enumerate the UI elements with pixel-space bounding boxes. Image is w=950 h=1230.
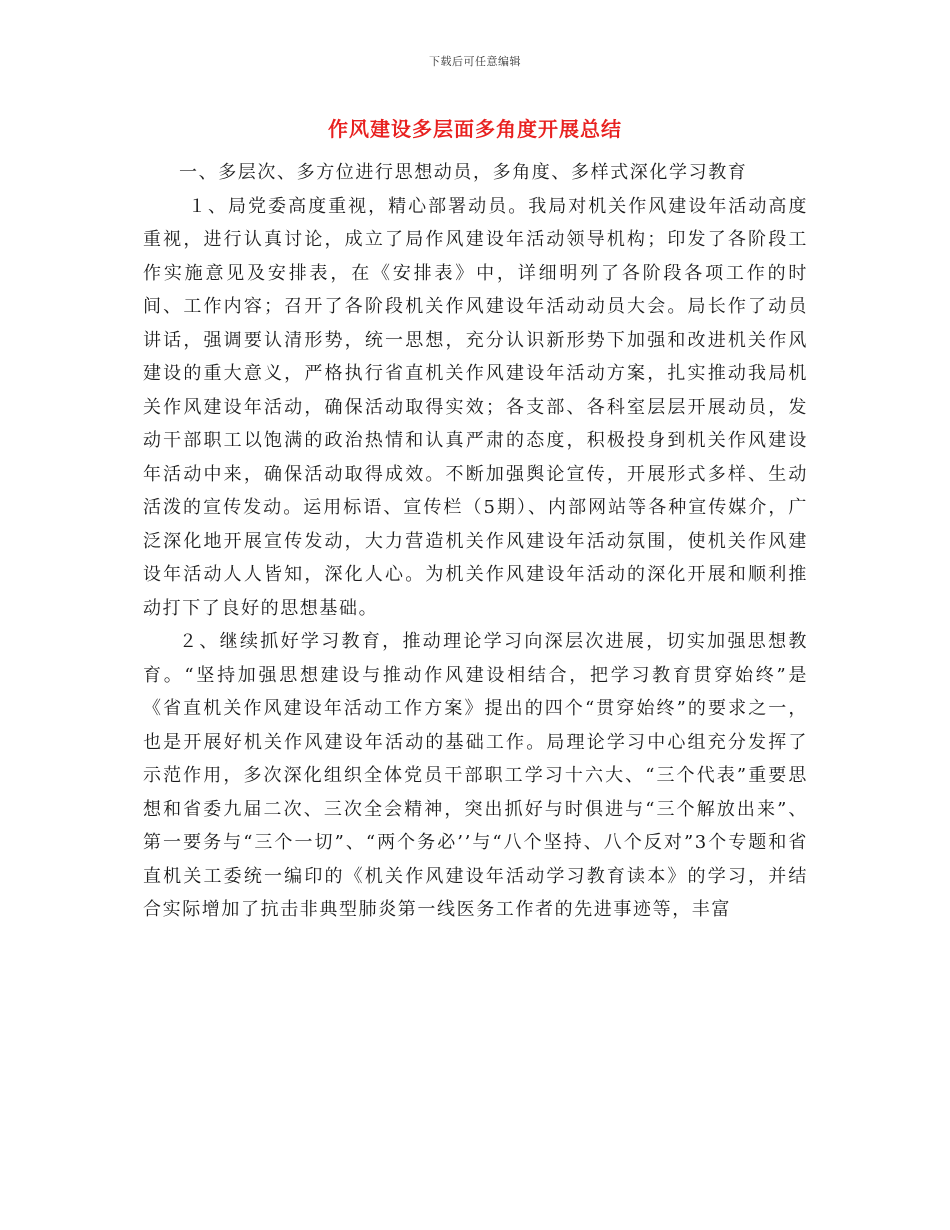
paragraph-2: ２、继续抓好学习教育，推动理论学习向深层次进展，切实加强思想教育。“坚持加强思想建设与推动作风建设相结合，把学习教育贯穿始终”是《省直机关作风建设年活动工作方案》提出的四个“贯穿始终”的要求之一，也是开展好机关作风建设年活动的基础工作。局理论学习中心组充分发挥了示范作用，多次深化组织全体党员干部职工学习十六大、“三个代表”重要思想和省委九届二次、三次全会精神，突出抓好与时俱进与“三个解放出来”、第一要务与“三个一切”、“两个务必’’与“八个坚持、八个反对”3个专题和省直机关工委统一编印的《机关作风建设年活动学习教育读本》的学习，并结合实际增加了抗击非典型肺炎第一线医务工作者的先进事迹等，丰富 [143, 631, 808, 920]
paragraph-1: １、局党委高度重视，精心部署动员。我局对机关作风建设年活动高度重视，进行认真讨论，成立了局作风建设年活动领导机构；印发了各阶段工作实施意见及安排表，在《安排表》中，详细明列了各阶段各项工作的时间、工作内容；召开了各阶段机关作风建设年活动动员大会。局长作了动员讲话，强调要认清形势，统一思想，充分认识新形势下加强和改进机关作风建设的重大意义，严格执行省直机关作风建设年活动方案，扎实推动我局机关作风建设年活动，确保活动取得实效；各支部、各科室层层开展动员，发动干部职工以饱满的政治热情和认真严肃的态度，积极投身到机关作风建设年活动中来，确保活动取得成效。不断加强舆论宣传，开展形式多样、生动活泼的宣传发动。运用标语、宣传栏（5期）、内部网站等各种宣传媒介，广泛深化地开展宣传发动，大力营造机关作风建设年活动氛围，使机关作风建设年活动人人皆知，深化人心。为机关作风建设年活动的深化开展和顺利推动打下了良好的思想基础。 [143, 195, 808, 619]
section-heading: 一、多层次、多方位进行思想动员，多角度、多样式深化学习教育 [179, 162, 748, 183]
document-body [143, 156, 808, 927]
document-title: 作风建设多层面多角度开展总结 [328, 117, 622, 141]
page-header: 下载后可任意编辑 [429, 55, 521, 68]
